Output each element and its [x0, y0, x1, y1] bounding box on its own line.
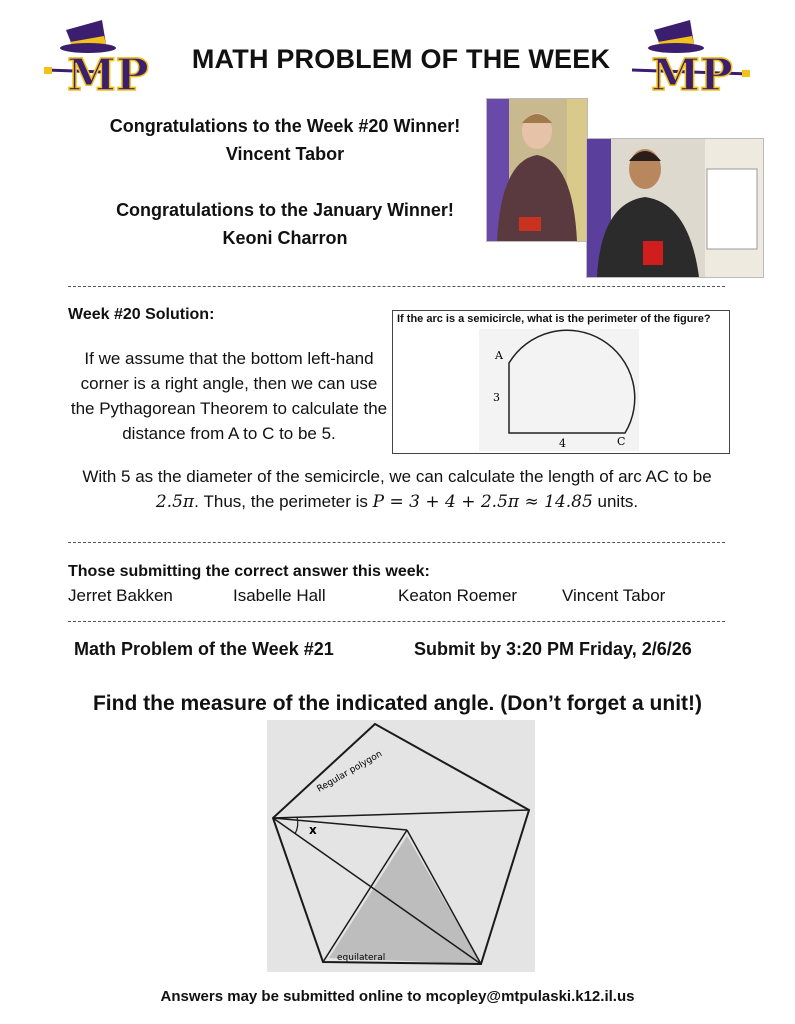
photo-week-winner: [486, 98, 588, 242]
name-item: Vincent Tabor: [562, 586, 666, 605]
solution-text-2c: units.: [592, 492, 639, 511]
next-problem-prompt: Find the measure of the indicated angle. (Don’t forget a unit!): [92, 692, 703, 715]
semicircle-figure: [479, 329, 639, 451]
divider: [68, 542, 725, 543]
week-congrats-line: Congratulations to the Week #20 Winner!: [109, 116, 461, 136]
regular-polygon-label: Regular polygon: [315, 749, 385, 795]
next-problem-title: Math Problem of the Week #21: [74, 639, 334, 659]
month-congrats-line: Congratulations to the January Winner!: [116, 200, 454, 220]
figure-caption: If the arc is a semicircle, what is the perimeter of the figure?: [397, 313, 711, 325]
perimeter-math: P = 3 + 4 + 2.5π ≈ 14.85: [372, 492, 593, 512]
label-3: 3: [493, 391, 500, 404]
name-item: Isabelle Hall: [233, 586, 326, 605]
label-4: 4: [559, 437, 566, 450]
photo-month-winner: [586, 138, 764, 278]
arc-length-math: 2.5π: [155, 492, 195, 512]
solution-text-2: [64, 464, 730, 515]
logo-text-left: MP: [67, 50, 149, 94]
month-winner-name: Keoni Charron: [222, 228, 348, 248]
divider: [68, 621, 725, 622]
name-item: Keaton Roemer: [398, 586, 518, 605]
next-problem-deadline: Submit by 3:20 PM Friday, 2/6/26: [414, 639, 692, 659]
solution-label: Week #20 Solution:: [68, 306, 215, 323]
solution-figure: [392, 310, 730, 454]
divider: [68, 286, 725, 287]
pentagon-figure: [267, 720, 535, 972]
correct-names: [0, 586, 795, 610]
submission-footer: Answers may be submitted online to mcopley@mtpulaski.k12.il.us: [160, 988, 635, 1005]
month-winner-block: [80, 196, 490, 252]
name-item: Jerret Bakken: [68, 586, 173, 605]
mp-logo-right: [632, 14, 752, 94]
label-a: A: [495, 349, 503, 362]
correct-label: Those submitting the correct answer this week:: [68, 563, 430, 580]
label-c: C: [617, 435, 626, 448]
page-title: MATH PROBLEM OF THE WEEK: [191, 44, 611, 74]
equilateral-label: equilateral: [337, 953, 386, 963]
mp-logo-left: [44, 14, 164, 94]
week-winner-name: Vincent Tabor: [225, 144, 345, 164]
solution-text-2a: With 5 as the diameter of the semicircle, we can calculate the length of arc AC to be: [82, 467, 712, 486]
solution-text-2b: . Thus, the perimeter is: [194, 492, 373, 511]
angle-x-label: x: [309, 823, 317, 837]
logo-text-right: MP: [651, 50, 733, 94]
week-winner-block: [80, 112, 490, 168]
solution-text-1: If we assume that the bottom left-hand corner is a right angle, then we can use the Pythagorean Theorem to calculate the distance from A to C to be 5.: [70, 349, 388, 443]
